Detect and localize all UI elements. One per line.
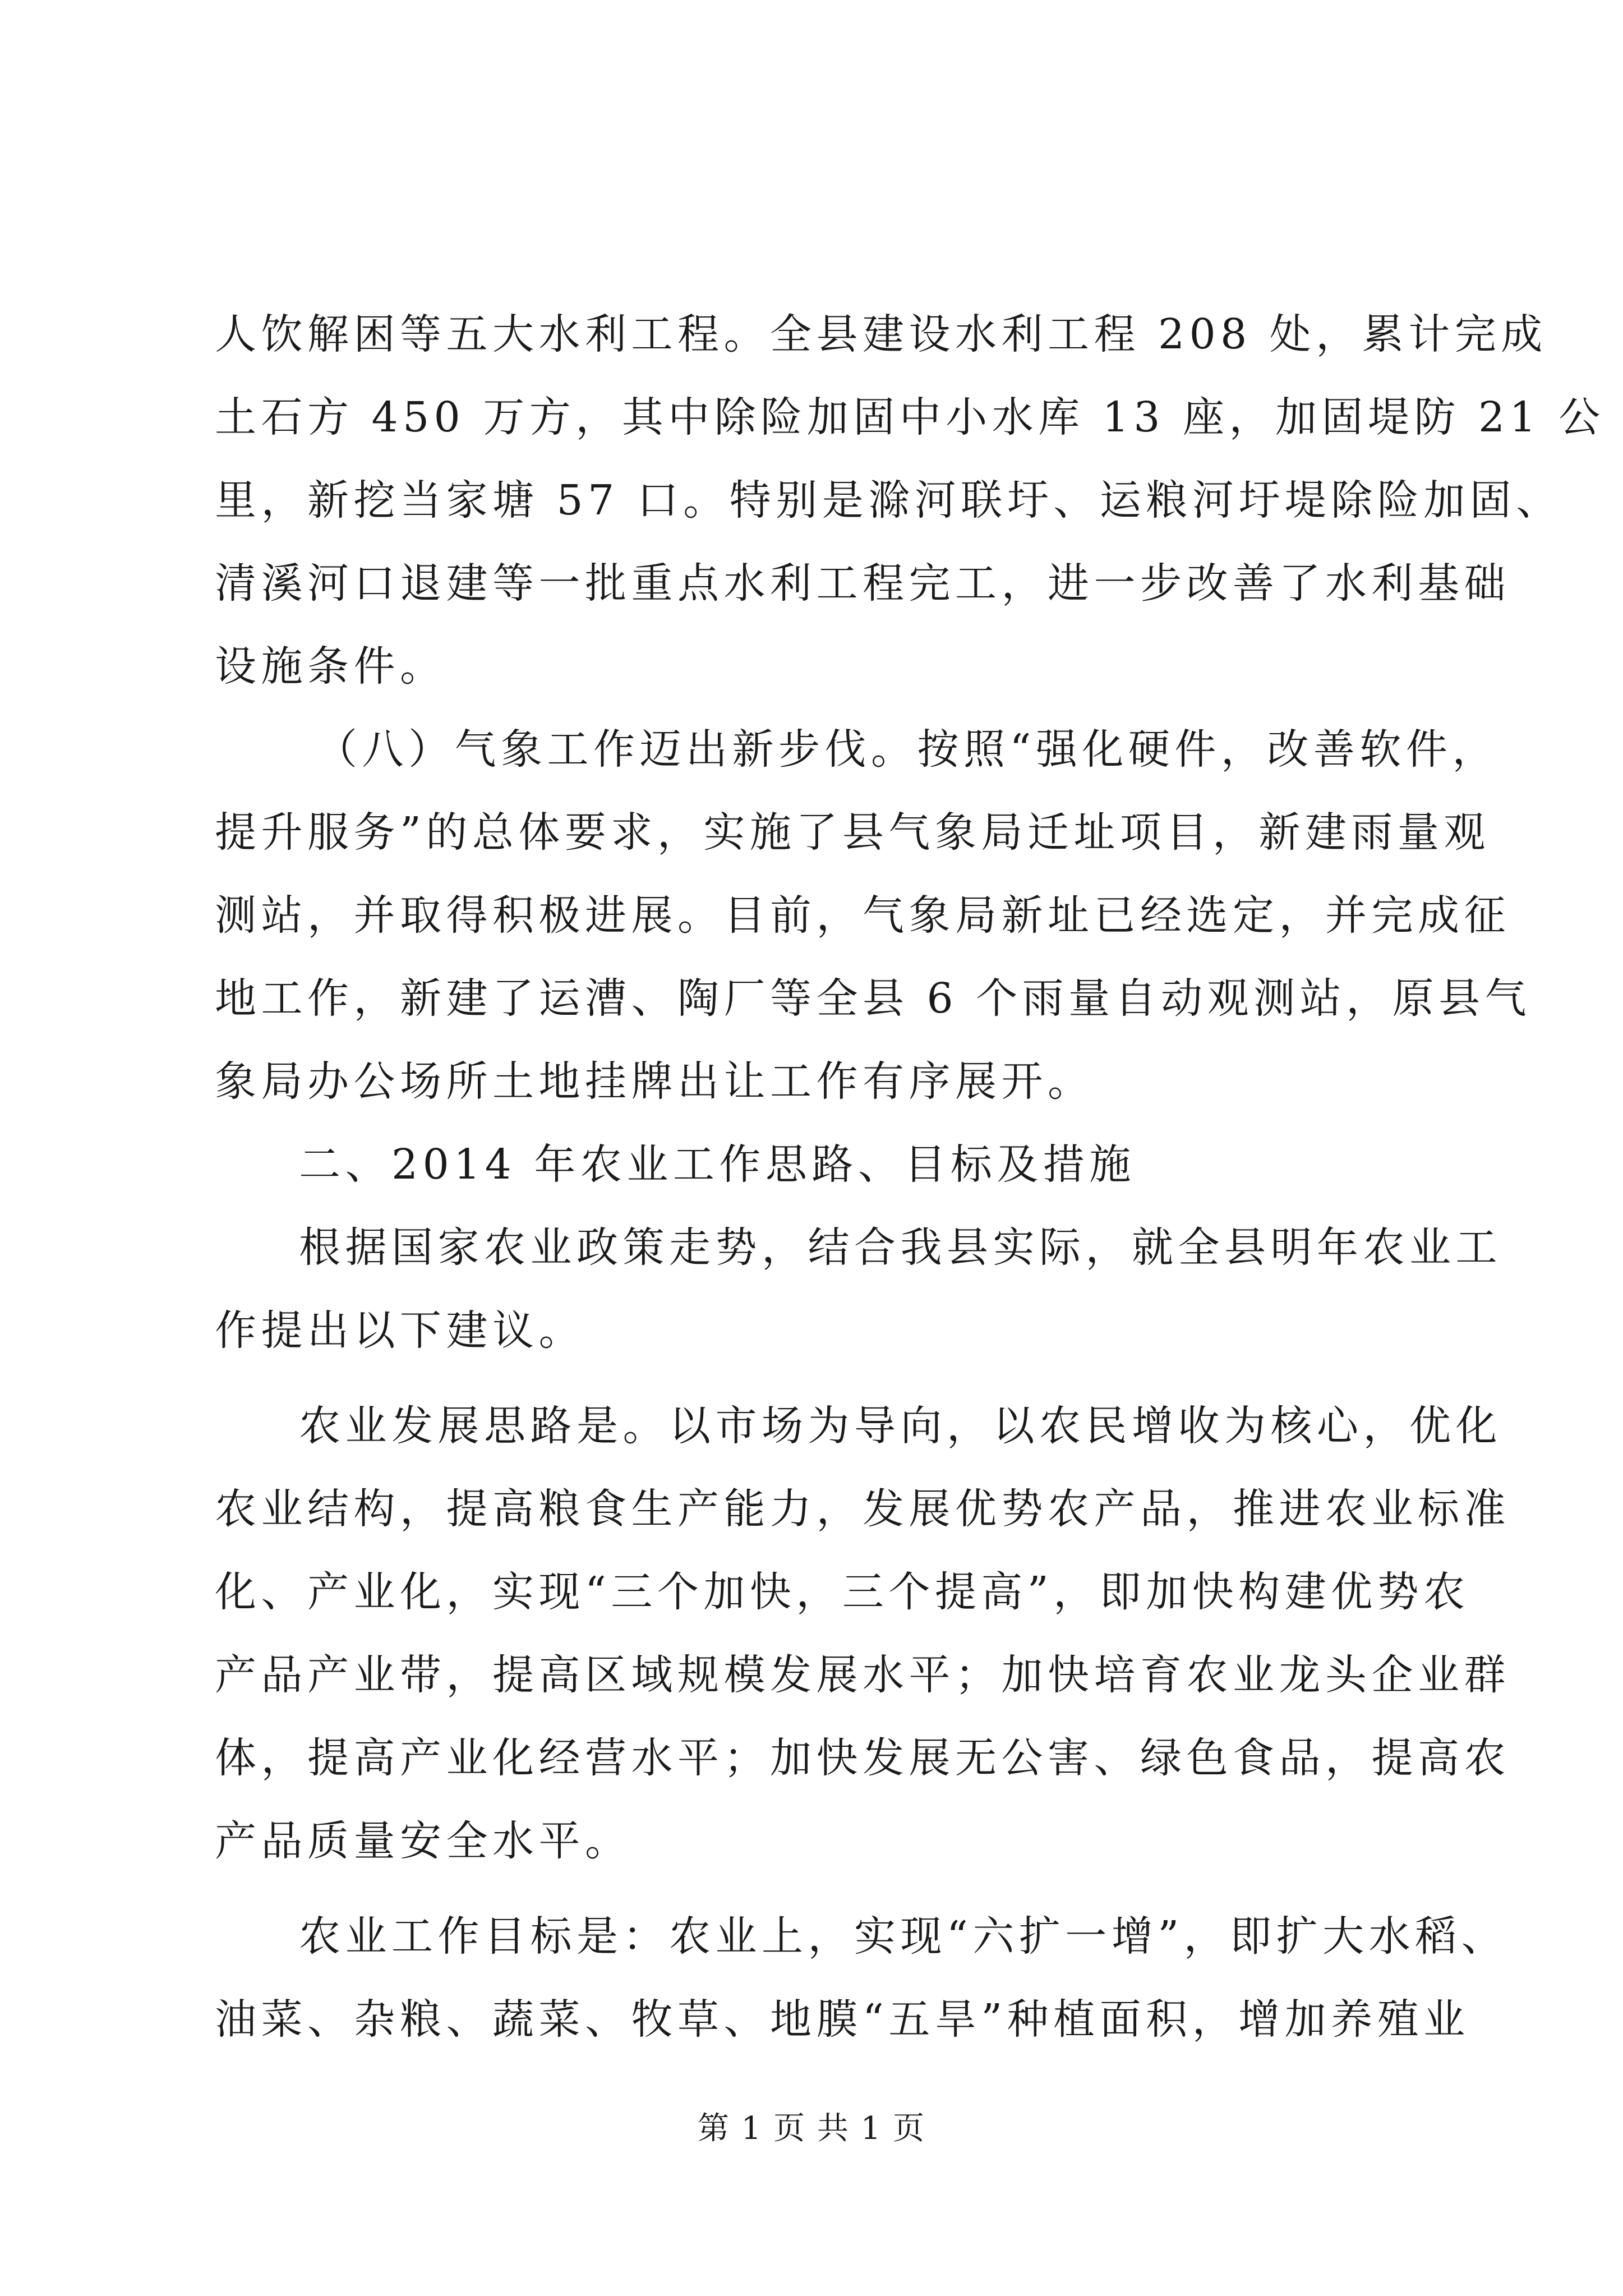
paragraph-line: 土石方 450 万方，其中除险加固中小水库 13 座，加固堤防 21 公 [215,393,1605,441]
paragraph-line: 作提出以下建议。 [215,1306,585,1355]
page-footer: 第 1 页 共 1 页 [697,2110,926,2147]
paragraph-line: 人饮解困等五大水利工程。全县建设水利工程 208 处，累计完成 [215,310,1547,358]
paragraph-gap [215,1372,1421,1384]
paragraph-line: 根据国家农业政策走势，结合我县实际，就全县明年农业工 [299,1223,1502,1272]
section-heading: 二、2014 年农业工作思路、目标及措施 [299,1140,1136,1189]
paragraph-line: 地工作，新建了运漕、陶厂等全县 6 个雨量自动观测站，原县气 [215,974,1532,1023]
document-body [215,293,1605,2061]
paragraph-line: 农业工作目标是：农业上，实现“六扩一增”，即扩大水稻、 [299,1912,1508,1961]
paragraph-line: 化、产业化，实现“三个加快，三个提高”，即加快构建优势农 [215,1568,1470,1616]
paragraph-line: 农业发展思路是。以市场为导向，以农民增收为核心，优化 [299,1402,1502,1450]
paragraph-line: 测站，并取得积极进展。目前，气象局新址已经选定，并完成征 [215,891,1510,940]
paragraph-line: 油菜、杂粮、蔬菜、牧草、地膜“五旱”种植面积，增加养殖业 [215,1995,1470,2044]
paragraph-line: 农业结构，提高粮食生产能力，发展优势农产品，推进农业标准 [215,1485,1510,1533]
paragraph-line: 设施条件。 [215,642,446,691]
paragraph-line: 产品产业带，提高区域规模发展水平；加快培育农业龙头企业群 [215,1651,1510,1699]
paragraph-line: 体，提高产业化经营水平；加快发展无公害、绿色食品，提高农 [215,1734,1510,1782]
paragraph-line: 提升服务”的总体要求，实施了县气象局迁址项目，新建雨量观 [215,808,1490,857]
section-heading-line: （八）气象工作迈出新步伐。按照“强化硬件，改善软件， [316,725,1498,774]
paragraph-line: 清溪河口退建等一批重点水利工程完工，进一步改善了水利基础 [215,559,1510,608]
paragraph-line: 产品质量安全水平。 [215,1817,631,1865]
paragraph-line: 象局办公场所土地挂牌出让工作有序展开。 [215,1057,1094,1106]
paragraph-line: 里，新挖当家塘 57 口。特别是滁河联圩、运粮河圩堤除险加固、 [215,476,1562,524]
paragraph-gap [215,1883,1421,1895]
